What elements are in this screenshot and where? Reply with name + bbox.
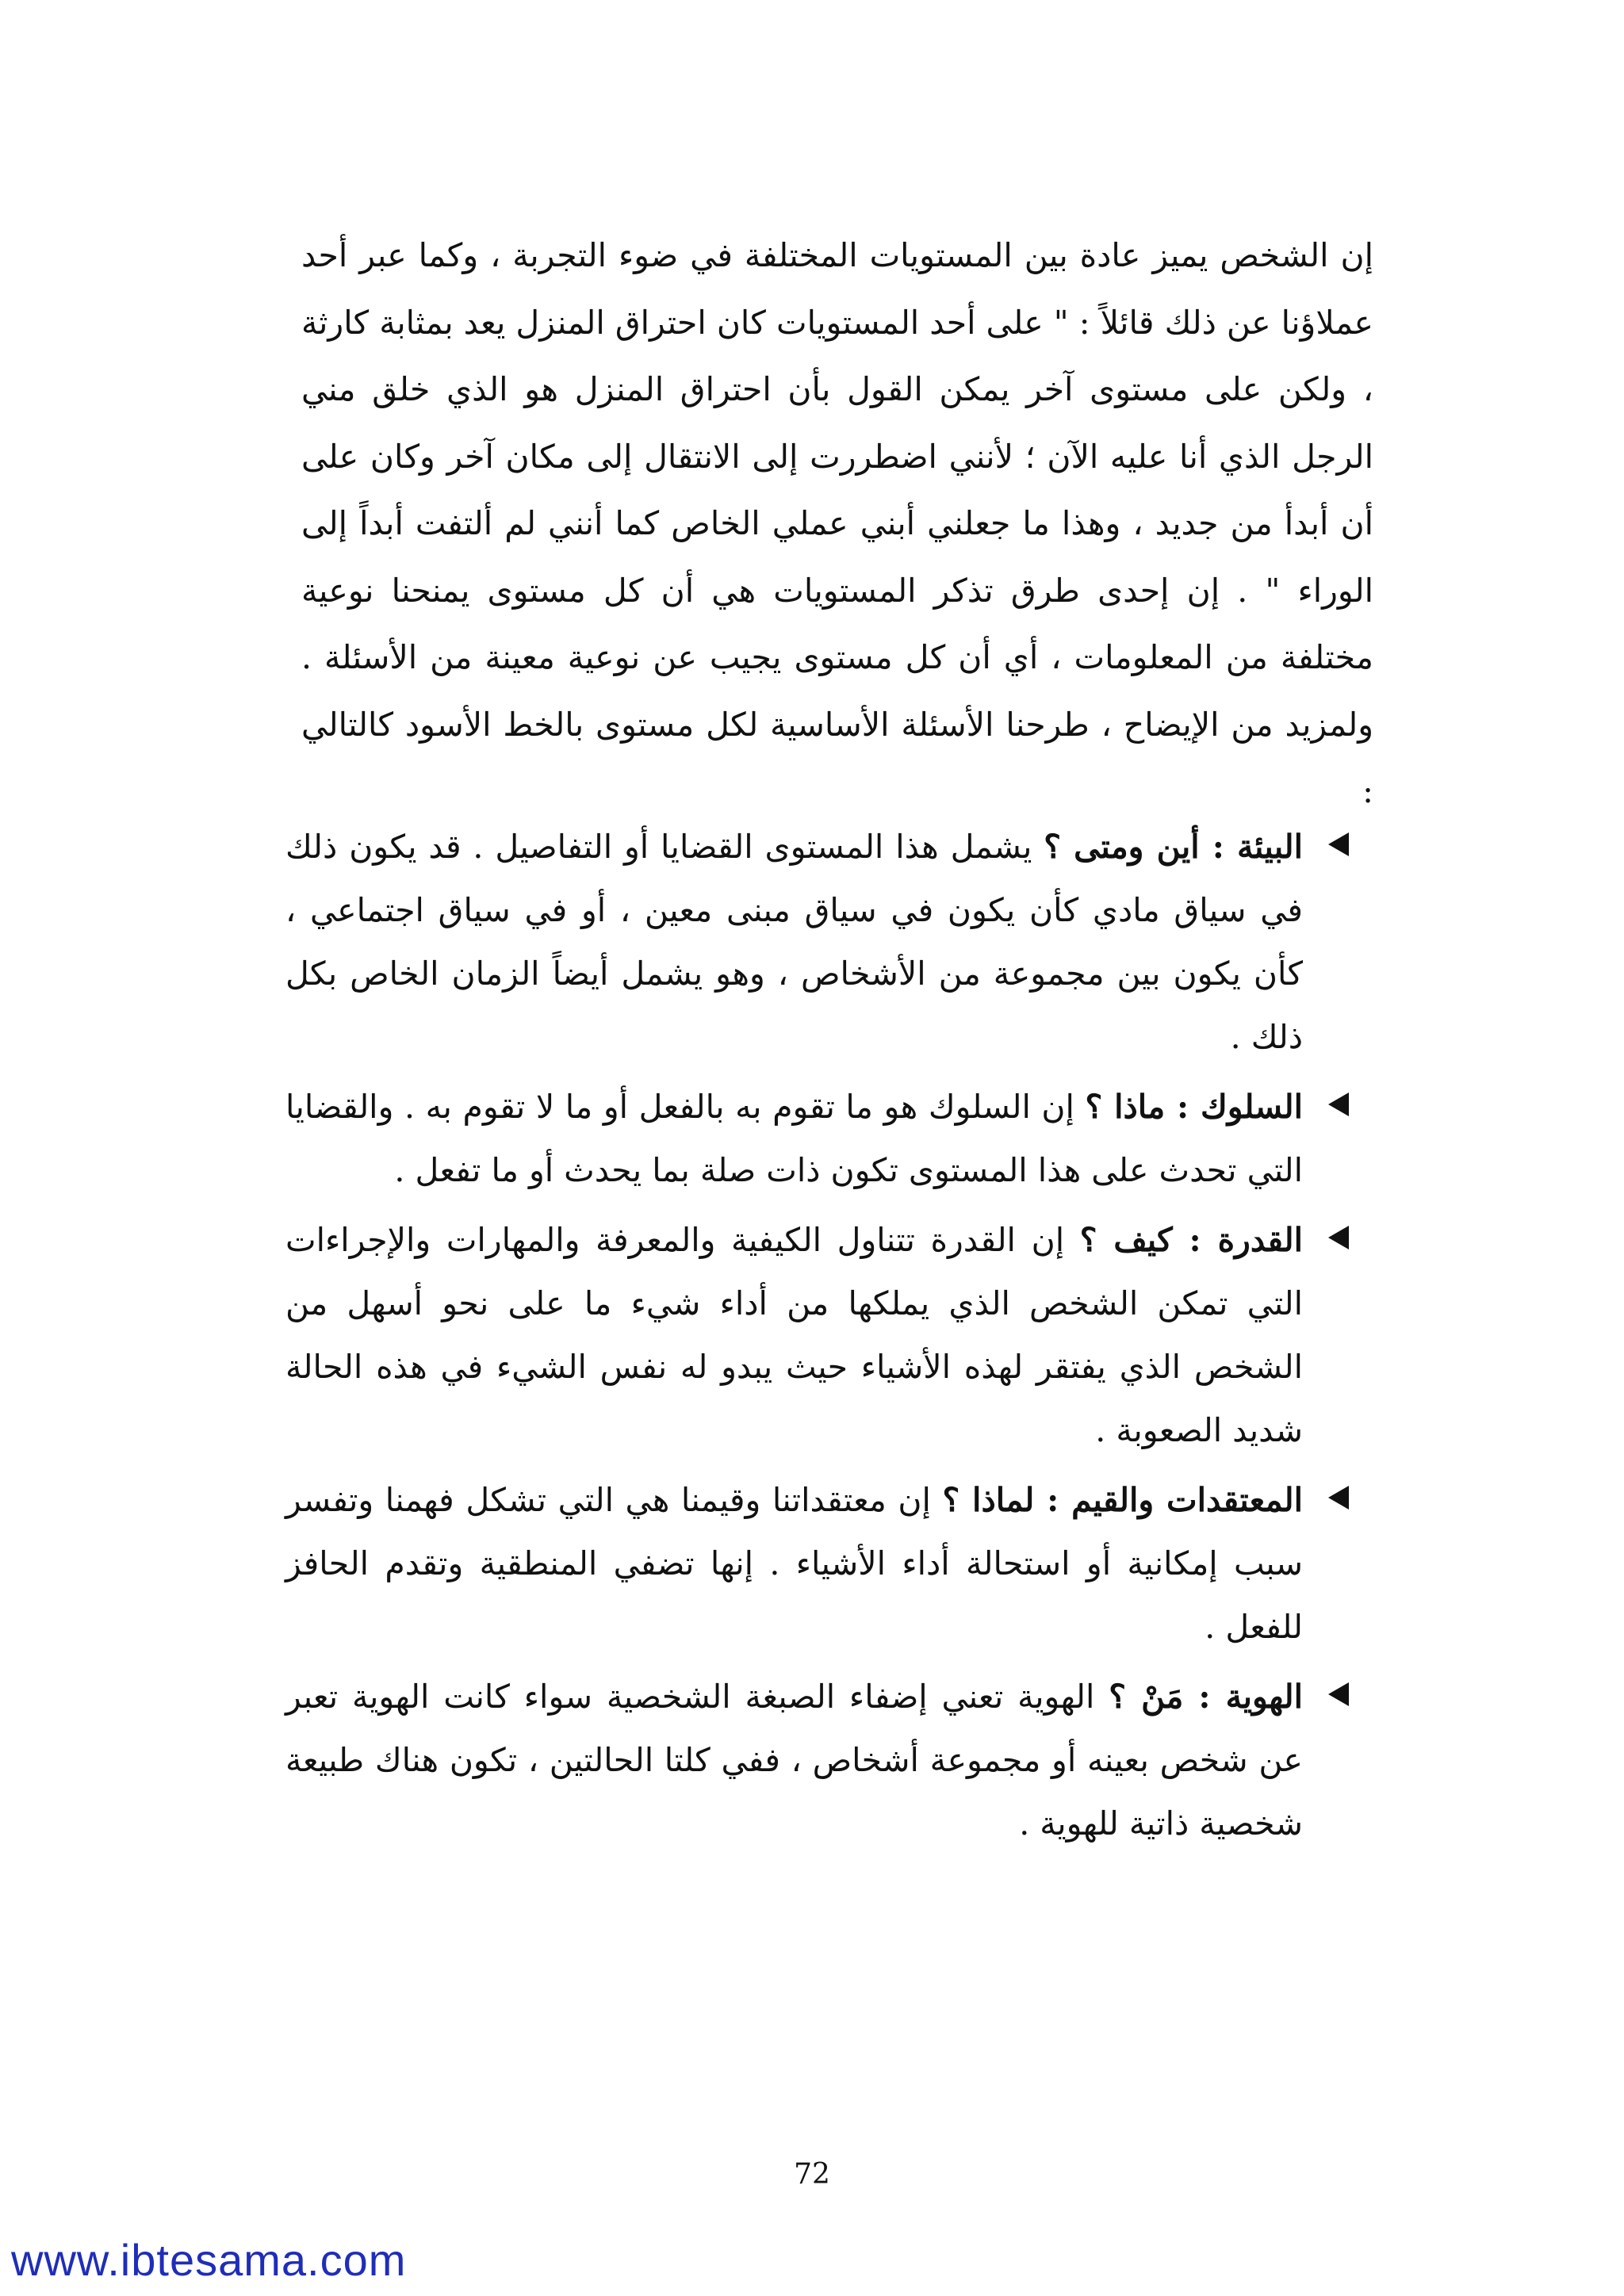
list-item-identity [285,1665,1344,1855]
list-item-behavior [285,1075,1344,1202]
list-item-capability [285,1208,1344,1462]
triangle-bullet-icon [1328,1486,1349,1510]
level-description: يشمل هذا المستوى القضايا أو التفاصيل . قد يكون ذلك في سياق مادي كأن يكون في سياق مبنى معين ، أو في سياق اجتماعي ، كأن يكون بين مجموعة من الأشخاص ، وهو يشمل أيضاً الزمان الخاص بكل ذلك . [285,828,1303,1056]
level-description: إن معتقداتنا وقيمنا هي التي تشكل فهمنا وتفسر سبب إمكانية أو استحالة أداء الأشياء . إنها تضفي المنطقية وتقدم الحافز للفعل . [285,1481,1303,1646]
triangle-bullet-icon [1328,1682,1349,1706]
level-term: الهوية : مَنْ ؟ [1109,1678,1303,1716]
level-description: إن السلوك هو ما تقوم به بالفعل أو ما لا تقوم به . والقضايا التي تحدث على هذا المستوى تكون ذات صلة بما يحدث أو ما تفعل . [285,1088,1303,1189]
list-item-beliefs-values [285,1468,1344,1659]
level-term: المعتقدات والقيم : لماذا ؟ [942,1481,1303,1519]
triangle-bullet-icon [1328,832,1349,856]
page-number: 72 [794,2158,830,2191]
level-term: القدرة : كيف ؟ [1079,1221,1303,1259]
intro-paragraph [301,222,1373,825]
level-description: الهوية تعني إضفاء الصبغة الشخصية سواء كانت الهوية تعبر عن شخص بعينه أو مجموعة أشخاص ، ففي كلتا الحالتين ، تكون هناك طبيعة شخصية ذاتية للهوية . [285,1678,1303,1843]
triangle-bullet-icon [1328,1093,1349,1116]
levels-list [285,815,1344,1862]
intro-text: إن الشخص يميز عادة بين المستويات المختلفة في ضوء التجربة ، وكما عبر أحد عملاؤنا عن ذلك قائلاً : " على أحد المستويات كان احتراق المنزل يعد بمثابة كارثة ، ولكن على مستوى آخر يمكن القول بأن احتراق المنزل هو الذي خلق مني الرجل الذي أنا عليه الآن ؛ لأنني اضطررت إلى الانتقال إلى مكان آخر وكان على أن أبدأ من جديد ، وهذا ما جعلني أبني عملي الخاص كما أنني لم ألتفت أبداً إلى الوراء " . إن إحدى طرق تذكر المستويات هي أن كل مستوى يمنحنا نوعية مختلفة من المعلومات ، أي أن كل مستوى يجيب عن نوعية معينة من الأسئلة . ولمزيد من الإيضاح ، طرحنا الأسئلة الأساسية لكل مستوى بالخط الأسود كالتالي : [301,236,1373,810]
list-item-environment [285,815,1344,1069]
level-term: السلوك : ماذا ؟ [1085,1088,1304,1126]
triangle-bullet-icon [1328,1226,1349,1249]
level-description: إن القدرة تتناول الكيفية والمعرفة والمهارات والإجراءات التي تمكن الشخص الذي يملكها من أداء شيء ما على نحو أسهل من الشخص الذي يفتقر لهذه الأشياء حيث يبدو له نفس الشيء في هذه الحالة شديد الصعوبة . [285,1221,1303,1449]
level-term: البيئة : أين ومتى ؟ [1044,828,1304,866]
watermark-url: www.ibtesama.com [11,2235,407,2285]
